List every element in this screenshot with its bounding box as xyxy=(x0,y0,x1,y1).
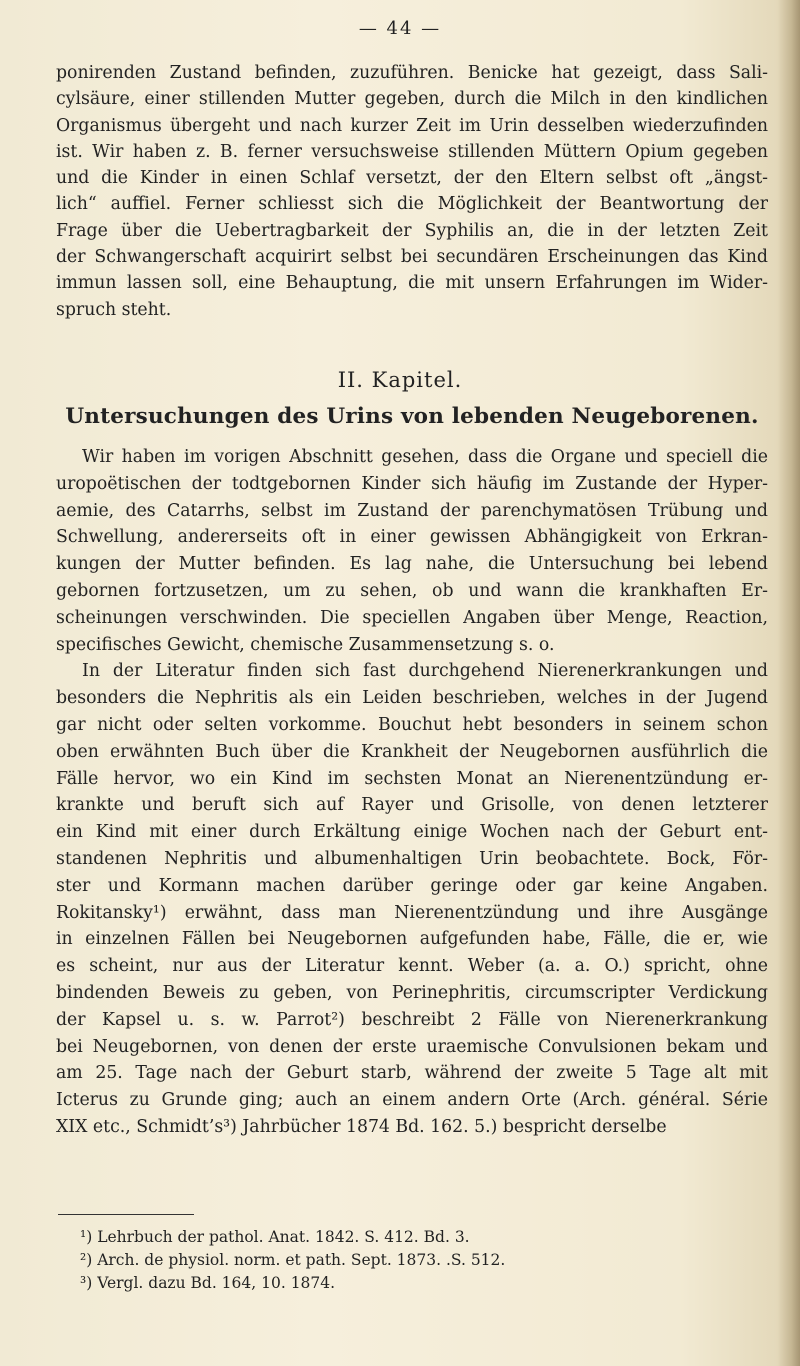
text-line: besonders die Nephritis als ein Leiden beschrieben, welches in der Jugend xyxy=(56,688,768,709)
text-line: Organismus übergeht und nach kurzer Zeit im Urin desselben wiederzufinden xyxy=(56,115,768,136)
text-line: lich“ auffiel. Ferner schliesst sich die Möglichkeit der Beantwortung der xyxy=(56,194,768,215)
text-line: bei Neugebornen, von denen der erste uraemische Convulsionen bekam und xyxy=(56,1036,768,1057)
text-line: spruch steht. xyxy=(56,299,172,320)
text-line: gebornen fortzusetzen, um zu sehen, ob und wann die krankhaften Er- xyxy=(56,580,768,601)
text-line: der Kapsel u. s. w. Parrot²) beschreibt 2 Fälle von Nierenerkrankung xyxy=(56,1009,768,1030)
text-line: immun lassen soll, eine Behauptung, die mit unsern Erfahrungen im Wider- xyxy=(56,273,768,294)
text-line: ponirenden Zustand befinden, zuzuführen. Benicke hat gezeigt, dass Sali- xyxy=(56,63,768,83)
footnote-rule xyxy=(58,1214,194,1215)
text-line: in einzelnen Fällen bei Neugebornen aufgefunden habe, Fälle, die er, wie xyxy=(56,929,768,950)
text-line: ster und Kormann machen darüber geringe oder gar keine Angaben. xyxy=(56,875,768,896)
page-edge-shadow xyxy=(778,0,800,1366)
text-line: Frage über die Uebertragbarkeit der Syphilis an, die in der letzten Zeit xyxy=(56,220,768,241)
text-line: Wir haben im vorigen Abschnitt gesehen, dass die Organe und speciell die xyxy=(82,447,768,467)
text-line: krankte und beruft sich auf Rayer und Grisolle, von denen letzterer xyxy=(56,795,768,816)
text-line: Icterus zu Grunde ging; auch an einem andern Orte (Arch. général. Série xyxy=(56,1090,768,1111)
text-line: ist. Wir haben z. B. ferner versuchsweise stillenden Müttern Opium gegeben xyxy=(56,141,768,162)
text-line: bindenden Beweis zu geben, von Perinephritis, circumscripter Verdickung xyxy=(56,982,768,1003)
text-line: der Schwangerschaft acquirirt selbst bei secundären Erscheinungen das Kind xyxy=(56,247,768,268)
text-line: specifisches Gewicht, chemische Zusammensetzung s. o. xyxy=(56,634,555,655)
text-line: Rokitansky¹) erwähnt, dass man Nierenentzündung und ihre Ausgänge xyxy=(56,902,768,923)
text-line: In der Literatur finden sich fast durchgehend Nierenerkrankungen und xyxy=(82,661,768,682)
text-line: uropoëtischen der todtgebornen Kinder sich häufig im Zustande der Hyper- xyxy=(56,473,768,494)
footnote-3: ³) Vergl. dazu Bd. 164, 10. 1874. xyxy=(80,1273,336,1292)
footnotes xyxy=(80,1226,760,1294)
paragraph-3 xyxy=(56,658,768,1140)
text-line: es scheint, nur aus der Literatur kennt. Weber (a. a. O.) spricht, ohne xyxy=(56,956,768,977)
text-line: gar nicht oder selten vorkomme. Bouchut hebt besonders in seinem schon xyxy=(56,714,768,735)
chapter-title: Untersuchungen des Urins von lebenden Neugeborenen. xyxy=(65,404,759,429)
text-line: ein Kind mit einer durch Erkältung einige Wochen nach der Geburt ent- xyxy=(56,822,768,843)
text-line: und die Kinder in einen Schlaf versetzt, der den Eltern selbst oft „ängst- xyxy=(56,168,768,189)
text-line: cylsäure, einer stillenden Mutter gegeben, durch die Milch in den kindlichen xyxy=(56,89,768,110)
footnote-1: ¹) Lehrbuch der pathol. Anat. 1842. S. 412. Bd. 3. xyxy=(80,1228,470,1246)
text-line: Fälle hervor, wo ein Kind im sechsten Monat an Nierenentzündung er- xyxy=(56,768,768,789)
text-line: oben erwähnten Buch über die Krankheit der Neugebornen ausführlich die xyxy=(56,741,768,762)
text-line: Schwellung, andererseits oft in einer gewissen Abhängigkeit von Erkran- xyxy=(56,527,768,548)
text-line: aemie, des Catarrhs, selbst im Zustand der parenchymatösen Trübung und xyxy=(56,500,768,521)
text-line: scheinungen verschwinden. Die speciellen Angaben über Menge, Reaction, xyxy=(56,607,768,628)
page-number: — 44 — xyxy=(358,18,442,39)
chapter-label: II. Kapitel. xyxy=(337,368,463,392)
text-line: standenen Nephritis und albumenhaltigen Urin beobachtete. Bock, För- xyxy=(56,848,768,869)
paragraph-1 xyxy=(56,60,768,323)
chapter-body xyxy=(56,444,768,1141)
text-line: kungen der Mutter befinden. Es lag nahe, die Untersuchung bei lebend xyxy=(56,554,768,575)
text-line: XIX etc., Schmidt’s³) Jahrbücher 1874 Bd. 162. 5.) bespricht derselbe xyxy=(56,1116,667,1137)
text-line: am 25. Tage nach der Geburt starb, während der zweite 5 Tage alt mit xyxy=(56,1063,768,1084)
paragraph-2 xyxy=(56,444,768,658)
footnote-2: ²) Arch. de physiol. norm. et path. Sept. 1873. .S. 512. xyxy=(80,1250,506,1269)
